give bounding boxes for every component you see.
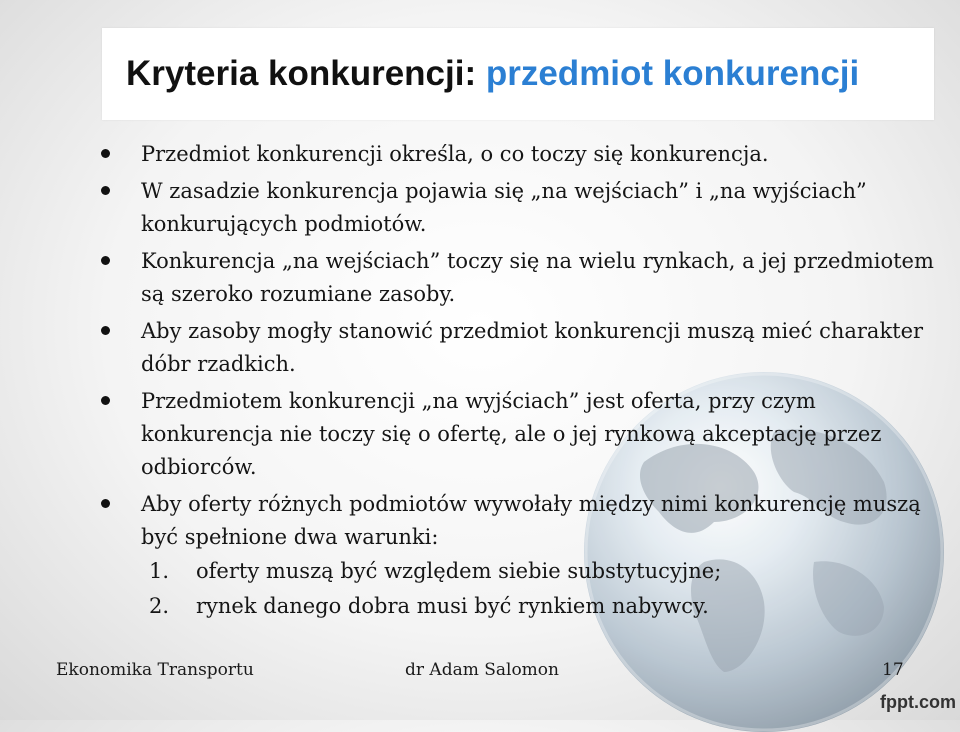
bullet-item — [100, 245, 940, 311]
bullet-item — [100, 175, 940, 241]
bullet-item — [100, 488, 940, 624]
bullet-dot-icon — [101, 499, 110, 508]
watermark-logo: fppt.com — [880, 692, 956, 712]
bullet-text: Aby zasoby mogły stanowić przedmiot konkurencji muszą mieć charakter dóbr rzadkich. — [141, 319, 924, 376]
title-bar — [102, 28, 934, 120]
slide-footer — [0, 656, 960, 688]
item-text: rynek danego dobra musi być rynkiem nabywcy. — [196, 594, 709, 618]
bullet-text: Konkurencja „na wejściach” toczy się na wielu rynkach, a jej przedmiotem są szeroko rozumiane zasoby. — [141, 249, 934, 306]
bullet-dot-icon — [101, 396, 110, 405]
slide-title — [126, 52, 859, 96]
bullet-dot-icon — [101, 326, 110, 335]
bullet-dot-icon — [101, 186, 110, 195]
bullet-dot-icon — [101, 256, 110, 265]
bullet-text: Przedmiot konkurencji określa, o co toczy się konkurencja. — [141, 142, 769, 166]
page-number: 17 — [882, 660, 904, 680]
bullet-text: Aby oferty różnych podmiotów wywołały między nimi konkurencję muszą być spełnione dwa warunki: — [141, 492, 921, 549]
bullet-item — [100, 385, 940, 484]
bullet-item — [100, 315, 940, 381]
numbered-sublist — [141, 554, 940, 624]
bullet-text: W zasadzie konkurencja pojawia się „na wejściach” i „na wyjściach” konkurujących podmiotów. — [141, 179, 867, 236]
bullet-text: Przedmiotem konkurencji „na wyjściach” jest oferta, przy czym konkurencja nie toczy się o ofertę, ale o jej rynkową akceptację przez odbiorców. — [141, 389, 882, 479]
item-text: oferty muszą być względem siebie substytucyjne; — [196, 559, 722, 583]
item-number: 2. — [149, 594, 170, 618]
bullet-list — [100, 138, 940, 628]
footer-author: dr Adam Salomon — [405, 660, 559, 680]
bullet-dot-icon — [101, 149, 110, 158]
item-number: 1. — [149, 559, 170, 583]
title-main: Kryteria konkurencji: — [126, 54, 486, 93]
numbered-item — [141, 554, 940, 589]
title-accent: przedmiot konkurencji — [485, 54, 860, 93]
numbered-item — [141, 589, 940, 624]
bullet-item — [100, 138, 940, 171]
footer-course: Ekonomika Transportu — [56, 660, 254, 680]
